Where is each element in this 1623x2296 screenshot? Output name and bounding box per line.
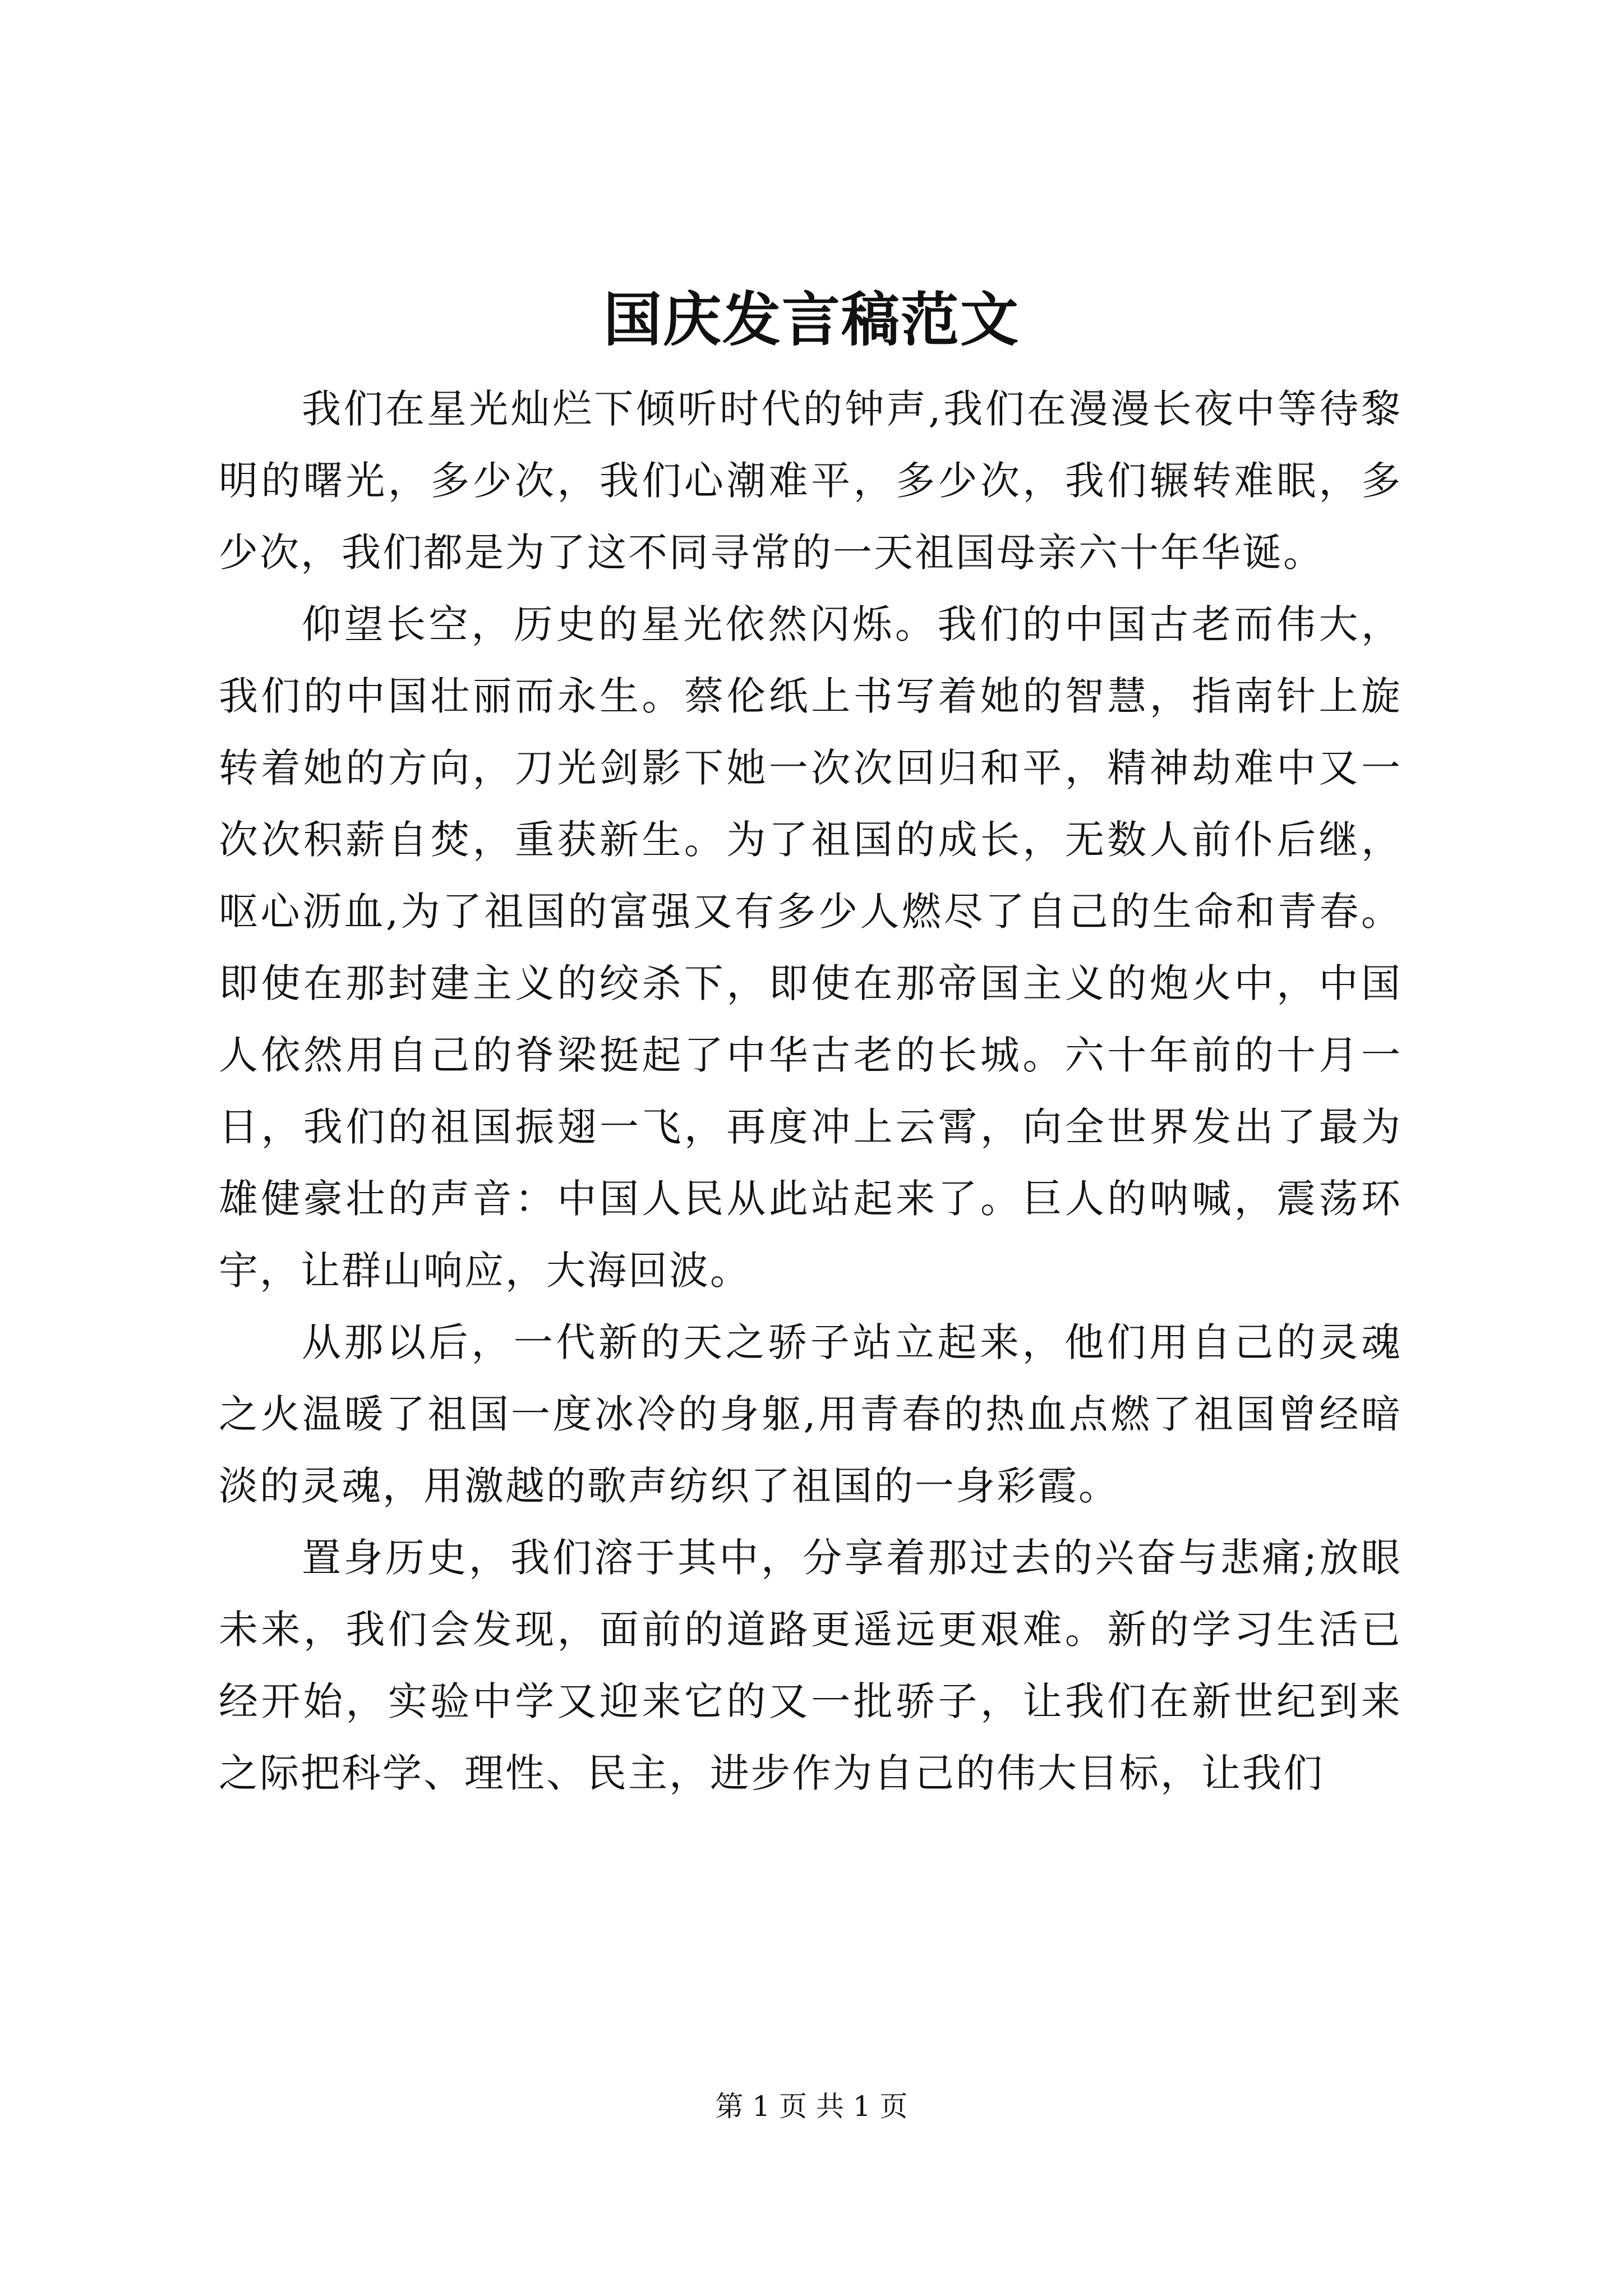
paragraph-1: 我们在星光灿烂下倾听时代的钟声,我们在漫漫长夜中等待黎明的曙光，多少次，我们心潮难平，多少次，我们辗转难眠，多少次，我们都是为了这不同寻常的一天祖国母亲六十年华诞。 — [219, 386, 1402, 576]
paragraph-4: 置身历史，我们溶于其中，分享着那过去的兴奋与悲痛;放眼未来，我们会发现，面前的道路更遥远更艰难。新的学习生活已经开始，实验中学又迎来它的又一批骄子，让我们在新世纪到来之际把科学、理性、民主，进步作为自己的伟大目标，让我们 — [219, 1535, 1402, 1796]
document-body — [219, 373, 1402, 1809]
document-title: 国庆发言稿范文 — [603, 285, 1020, 354]
paragraph-3: 从那以后，一代新的天之骄子站立起来，他们用自己的灵魂之火温暖了祖国一度冰冷的身躯,用青春的热血点燃了祖国曾经暗淡的灵魂，用激越的歌声纺织了祖国的一身彩霞。 — [219, 1319, 1402, 1509]
page-footer: 第 1 页 共 1 页 — [715, 2090, 908, 2123]
paragraph-2: 仰望长空，历史的星光依然闪烁。我们的中国古老而伟大，我们的中国壮丽而永生。蔡伦纸上书写着她的智慧，指南针上旋转着她的方向，刀光剑影下她一次次回归和平，精神劫难中又一次次积薪自焚，重获新生。为了祖国的成长，无数人前仆后继，呕心沥血,为了祖国的富强又有多少人燃尽了自己的生命和青春。即使在那封建主义的绞杀下，即使在那帝国主义的炮火中，中国人依然用自己的脊梁挺起了中华古老的长城。六十年前的十月一日，我们的祖国振翅一飞，再度冲上云霄，向全世界发出了最为雄健豪壮的声音：中国人民从此站起来了。巨人的呐喊，震荡环宇，让群山响应，大海回波。 — [219, 601, 1402, 1294]
